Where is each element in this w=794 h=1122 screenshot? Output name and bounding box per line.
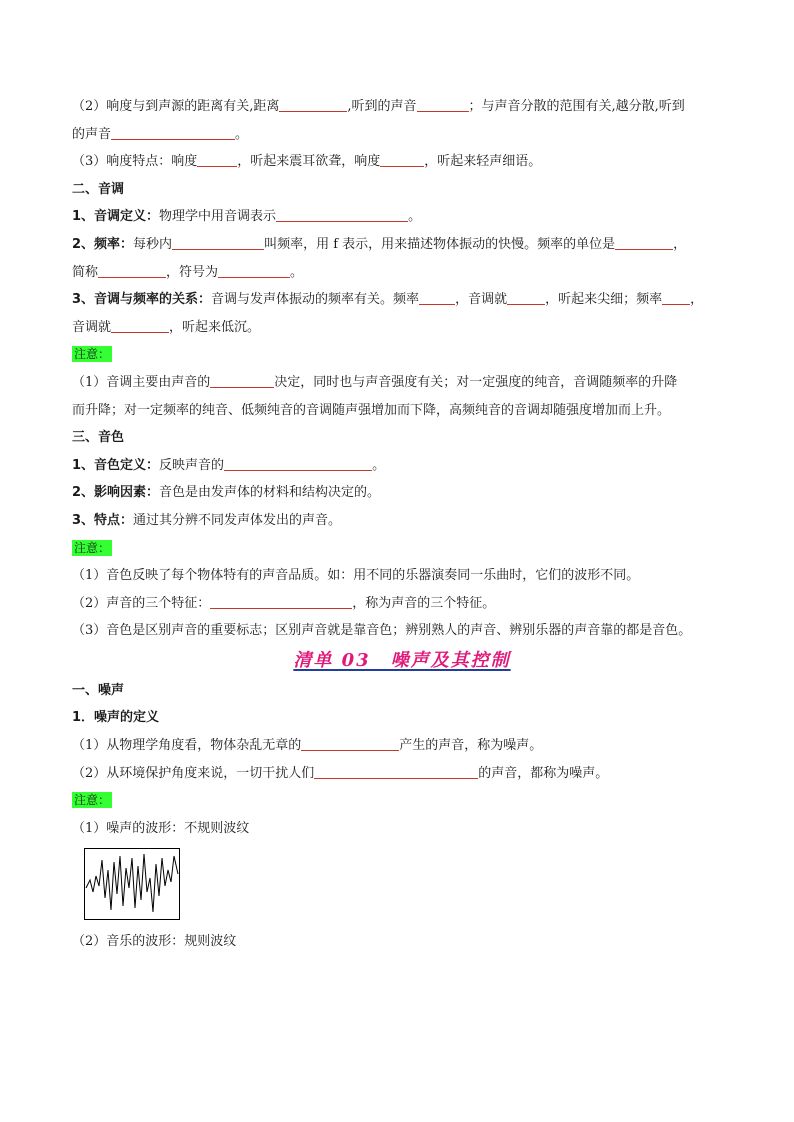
noise-waveform-image [84, 848, 180, 920]
document-page [72, 93, 732, 956]
section-timbre-heading: 三、音色 [72, 430, 125, 446]
pitch-definition: 1、音调定义：物理学中用音调表示 。 [72, 209, 422, 225]
blank[interactable] [314, 765, 478, 779]
section-pitch-heading: 二、音调 [72, 181, 125, 197]
blank[interactable] [419, 291, 455, 305]
pitch-note-2: 而升降；对一定频率的纯音、低频纯音的音调随声强增加而下降，高频纯音的音调却随强度增加而上升。 [72, 402, 671, 418]
timbre-factors: 2、影响因素：音色是由发声体的材料和结构决定的。 [72, 485, 381, 501]
timbre-note-3: （3）音色是区别声音的重要标志；区别声音就是靠音色；辨别熟人的声音、辨别乐器的声音靠的都是音色。 [72, 623, 692, 639]
pitch-frequency-line-1: 3、音调与频率的关系：音调与发声体振动的频率有关。频率 ，音调就 ，听起来尖细；频率 ， [72, 292, 704, 308]
blank[interactable] [301, 737, 399, 751]
pitch-note-1: （1）音调主要由声音的 决定，同时也与声音强度有关；对一定强度的纯音，音调随频率的升降 [72, 374, 678, 390]
blank[interactable] [111, 319, 169, 333]
note-label: 注意： [74, 540, 111, 555]
loudness-features: （3）响度特点：响度 ，听起来震耳欲聋，响度 ，听起来轻声细语。 [72, 154, 542, 170]
blank[interactable] [276, 208, 408, 222]
noise-definition-1: （1）从物理学角度看，物体杂乱无章的 产生的声音，称为噪声。 [72, 738, 543, 754]
blank[interactable] [210, 374, 274, 388]
noise-definition-heading: 1．噪声的定义 [72, 710, 160, 726]
timbre-note-1: （1）音色反映了每个物体特有的声音品质。如：用不同的乐器演奏同一乐曲时，它们的波形不同。 [72, 568, 640, 584]
blank[interactable] [111, 126, 235, 140]
noise-waveform-figure [84, 848, 732, 924]
section-title: 清单 03 噪声及其控制 [293, 649, 511, 671]
blank[interactable] [417, 98, 469, 112]
loudness-distance-line-1: （2）响度与到声源的距离有关,距离 ,听到的声音 ；与声音分散的范围有关,越分散,听到 [72, 99, 685, 114]
note-label: 注意： [74, 347, 111, 362]
blank[interactable] [279, 98, 347, 112]
noise-heading: 一、噪声 [72, 682, 125, 698]
blank[interactable] [662, 291, 690, 305]
loudness-distance-line-2: 的声音 。 [72, 126, 249, 142]
blank[interactable] [218, 264, 290, 278]
frequency-line-1: 2、频率：每秒内 叫频率，用 f 表示，用来描述物体振动的快慢。频率的单位是 ， [72, 236, 687, 252]
noise-waveform-caption: （1）噪声的波形：不规则波纹 [72, 820, 250, 836]
timbre-features: 3、特点：通过其分辨不同发声体发出的声音。 [72, 512, 342, 528]
timbre-note-2: （2）声音的三个特征： ，称为声音的三个特征。 [72, 595, 496, 611]
frequency-line-2: 简称 ，符号为 。 [72, 264, 304, 280]
blank[interactable] [380, 153, 424, 167]
music-waveform-caption: （2）音乐的波形：规则波纹 [72, 934, 237, 950]
blank[interactable] [98, 264, 166, 278]
note-label: 注意： [74, 793, 111, 808]
blank[interactable] [615, 236, 673, 250]
blank[interactable] [224, 457, 372, 471]
blank[interactable] [197, 153, 237, 167]
pitch-frequency-line-2: 音调就 ，听起来低沉。 [72, 319, 261, 335]
blank[interactable] [210, 595, 352, 609]
blank[interactable] [507, 291, 545, 305]
noise-definition-2: （2）从环境保护角度来说，一切干扰人们 的声音，都称为噪声。 [72, 765, 609, 781]
timbre-definition: 1、音色定义：反映声音的 。 [72, 457, 386, 473]
blank[interactable] [172, 236, 264, 250]
